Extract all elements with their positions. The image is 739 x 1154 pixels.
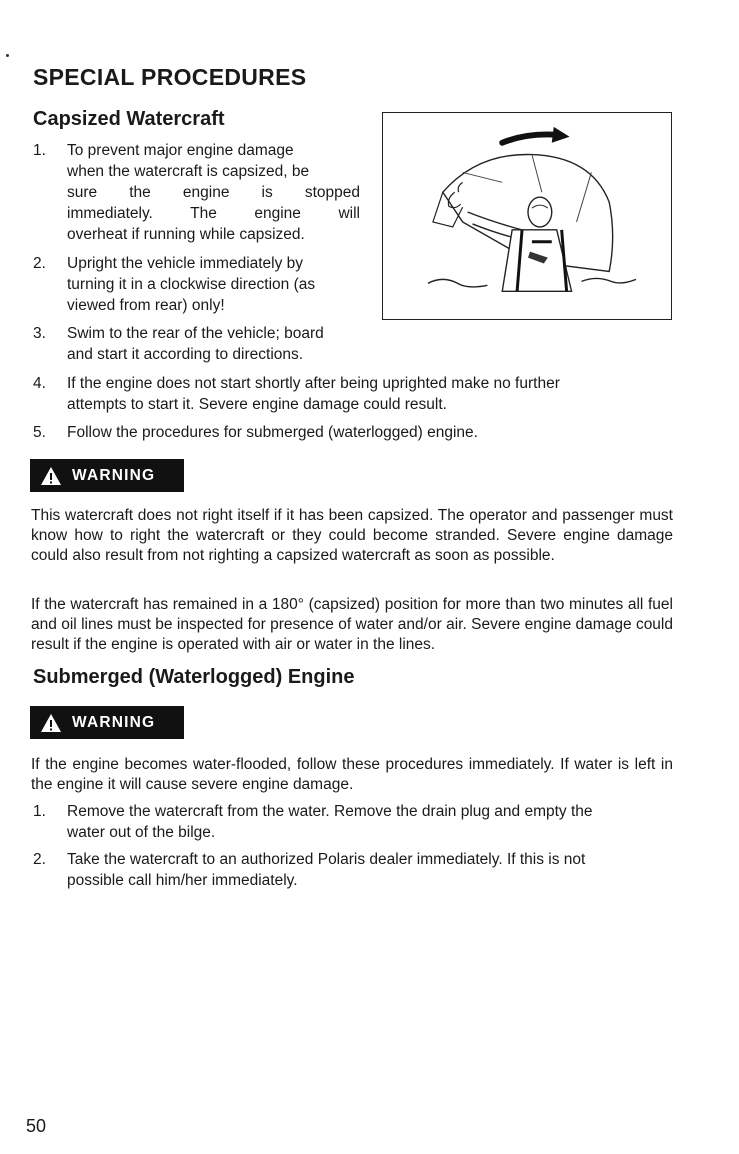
warning-triangle-icon xyxy=(40,713,62,733)
step-line: overheat if running while capsized. xyxy=(67,226,305,243)
submerged-warning-label xyxy=(30,706,184,739)
capsized-warning-paragraph-2: If the watercraft has remained in a 180° (capsized) position for more than two minutes all fuel and oil lines must be inspected for presence of water and/or air. Severe engine damage could result if the engine is operated with air or water in the lines. xyxy=(31,596,673,653)
step-line: Swim to the rear of the vehicle; board xyxy=(67,325,324,342)
step-line: Take the watercraft to an authorized Polaris dealer immediately. If this is not xyxy=(67,851,586,868)
step-text xyxy=(67,373,677,415)
person-righting-watercraft-illustration xyxy=(383,113,671,319)
step-line: when the watercraft is capsized, be xyxy=(67,163,310,180)
capsized-heading: Capsized Watercraft xyxy=(33,108,225,130)
step-line: Follow the procedures for submerged (waterlogged) engine. xyxy=(67,424,478,441)
capsized-warning-paragraph-1: This watercraft does not right itself if it has been capsized. The operator and passenger must know how to right the watercraft or they could become stranded. Severe engine damage could also result from not righting a capsized watercraft as soon as possible. xyxy=(31,507,673,564)
step-line: turning it in a clockwise direction (as xyxy=(67,276,316,293)
capsized-watercraft-figure xyxy=(382,112,672,320)
step-number: 3. xyxy=(33,325,46,342)
page-title: SPECIAL PROCEDURES xyxy=(33,64,307,90)
step-line: viewed from rear) only! xyxy=(67,297,225,314)
step-text xyxy=(67,422,677,443)
step-line: To prevent major engine damage xyxy=(67,142,294,159)
step-number: 2. xyxy=(33,851,46,868)
step-text xyxy=(67,253,367,316)
step-line: immediately. The engine will xyxy=(67,205,360,222)
step-text xyxy=(67,323,367,365)
step-line: possible call him/her immediately. xyxy=(67,872,298,889)
submerged-heading: Submerged (Waterlogged) Engine xyxy=(33,666,355,688)
step-number: 5. xyxy=(33,424,46,441)
step-line: Remove the watercraft from the water. Remove the drain plug and empty the xyxy=(67,803,593,820)
person-head xyxy=(528,197,552,227)
hull-detail xyxy=(463,155,592,222)
step-number: 2. xyxy=(33,255,46,272)
step-text xyxy=(67,801,679,843)
step-line: attempts to start it. Severe engine damage could result. xyxy=(67,396,447,413)
warning-text: WARNING xyxy=(72,713,156,731)
warning-triangle-icon xyxy=(40,466,62,486)
step-line: and start it according to directions. xyxy=(67,346,304,363)
step-number: 4. xyxy=(33,375,46,392)
step-line: water out of the bilge. xyxy=(67,824,216,841)
step-number: 1. xyxy=(33,803,46,820)
scan-speck xyxy=(6,54,9,57)
arrow-head-icon xyxy=(552,127,570,143)
step-line: If the engine does not start shortly after being uprighted make no further xyxy=(67,375,560,392)
warning-text: WARNING xyxy=(72,466,156,484)
step-line: sure the engine is stopped xyxy=(67,184,360,201)
page-number: 50 xyxy=(26,1116,47,1136)
step-text xyxy=(67,849,679,891)
hull-bow xyxy=(433,192,463,227)
step-number: 1. xyxy=(33,142,46,159)
submerged-intro: If the engine becomes water-flooded, follow these procedures immediately. If water is left in the engine it will cause severe engine damage. xyxy=(31,756,673,793)
capsized-warning-label xyxy=(30,459,184,492)
rotation-arrow-icon xyxy=(502,134,556,142)
step-text xyxy=(67,140,360,245)
step-line: Upright the vehicle immediately by xyxy=(67,255,304,272)
